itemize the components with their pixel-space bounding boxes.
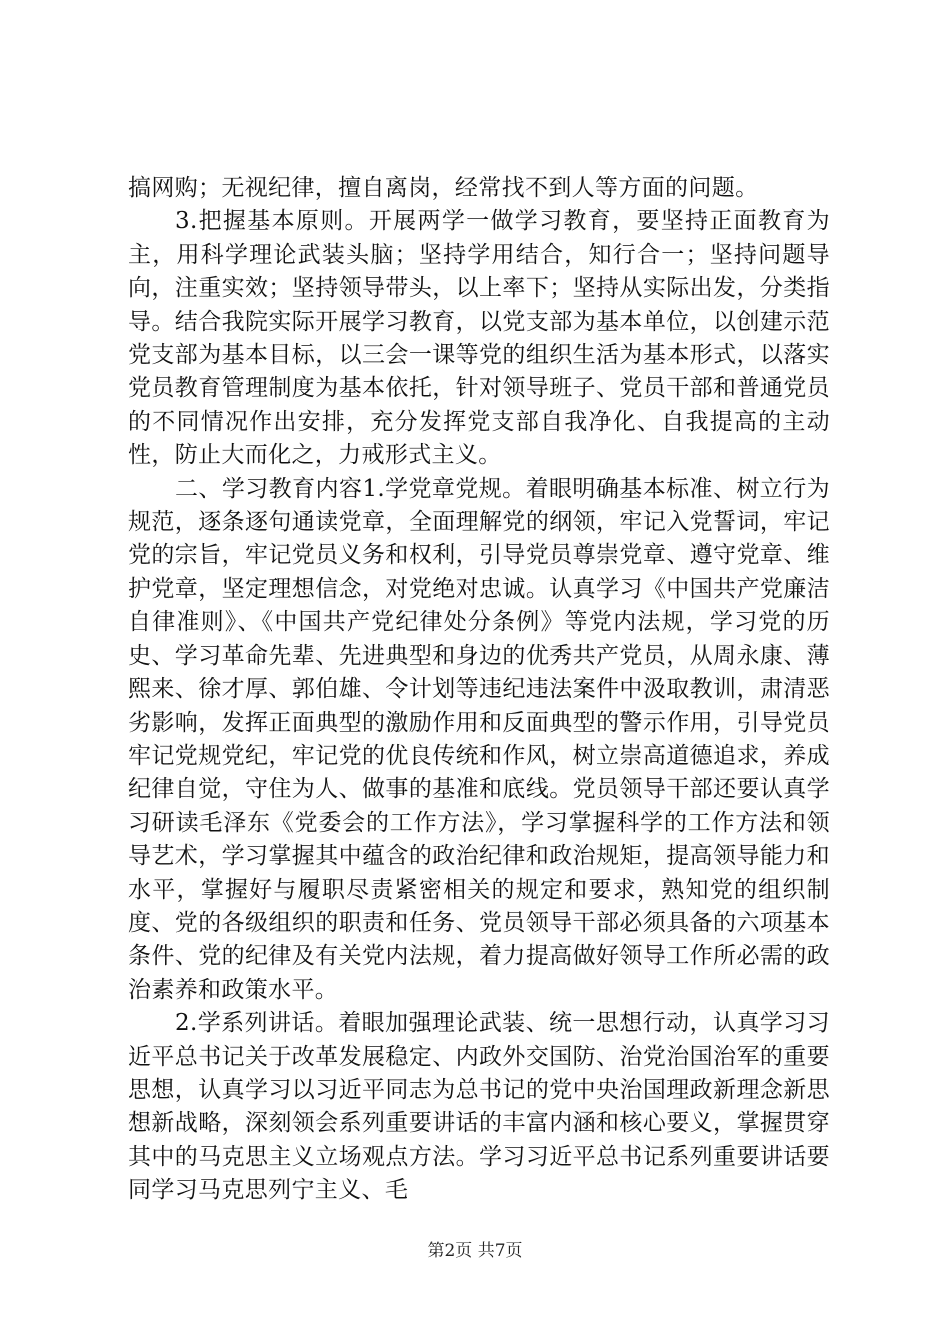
paragraph-1: 搞网购；无视纪律，擅自离岗，经常找不到人等方面的问题。 [128, 175, 759, 201]
paragraph-4: 2.学系列讲话。着眼加强理论武装、统一思想行动，认真学习习近平总书记关于改革发展稳定、内政外交国防、治党治国治军的重要思想，认真学习以习近平同志为总书记的党中央治国理政新理念新思想新战略，深刻领会系列重要讲话的丰富内涵和核心要义，掌握贯穿其中的马克思主义立场观点方法。学习习近平总书记系列重要讲话要同学习马克思列宁主义、毛 [128, 1010, 830, 1204]
paragraph-3: 二、学习教育内容1.学党章党规。着眼明确基本标准、树立行为规范，逐条逐句通读党章，全面理解党的纲领，牢记入党誓词，牢记党的宗旨，牢记党员义务和权利，引导党员尊崇党章、遵守党章、维护党章，坚定理想信念，对党绝对忠诚。认真学习《中国共产党廉洁自律准则》、《中国共产党纪律处分条例》等党内法规，学习党的历史、学习革命先辈、先进典型和身边的优秀共产党员，从周永康、薄熙来、徐才厚、郭伯雄、令计划等违纪违法案件中汲取教训，肃清恶劣影响，发挥正面典型的激励作用和反面典型的警示作用，引导党员牢记党规党纪，牢记党的优良传统和作风，树立崇高道德追求，养成纪律自觉，守住为人、做事的基准和底线。党员领导干部还要认真学习研读毛泽东《党委会的工作方法》，学习掌握科学的工作方法和领导艺术，学习掌握其中蕴含的政治纪律和政治规矩，提高领导能力和水平，掌握好与履职尽责紧密相关的规定和要求，熟知党的组织制度、党的各级组织的职责和任务、党员领导干部必须具备的六项基本条件、党的纪律及有关党内法规，着力提高做好领导工作所必需的政治素养和政策水平。 [128, 475, 830, 1003]
paragraph-2: 3.把握基本原则。开展两学一做学习教育，要坚持正面教育为主，用科学理论武装头脑；坚持学用结合，知行合一；坚持问题导向，注重实效；坚持领导带头，以上率下；坚持从实际出发，分类指导。结合我院实际开展学习教育，以党支部为基本单位，以创建示范党支部为基本目标，以三会一课等党的组织生活为基本形式，以落实党员教育管理制度为基本依托，针对领导班子、党员干部和普通党员的不同情况作出安排，充分发挥党支部自我净化、自我提高的主动性，防止大而化之，力戒形式主义。 [128, 208, 830, 469]
document-body [128, 172, 830, 1208]
page-number-footer: 第2页 共7页 [427, 1241, 523, 1261]
